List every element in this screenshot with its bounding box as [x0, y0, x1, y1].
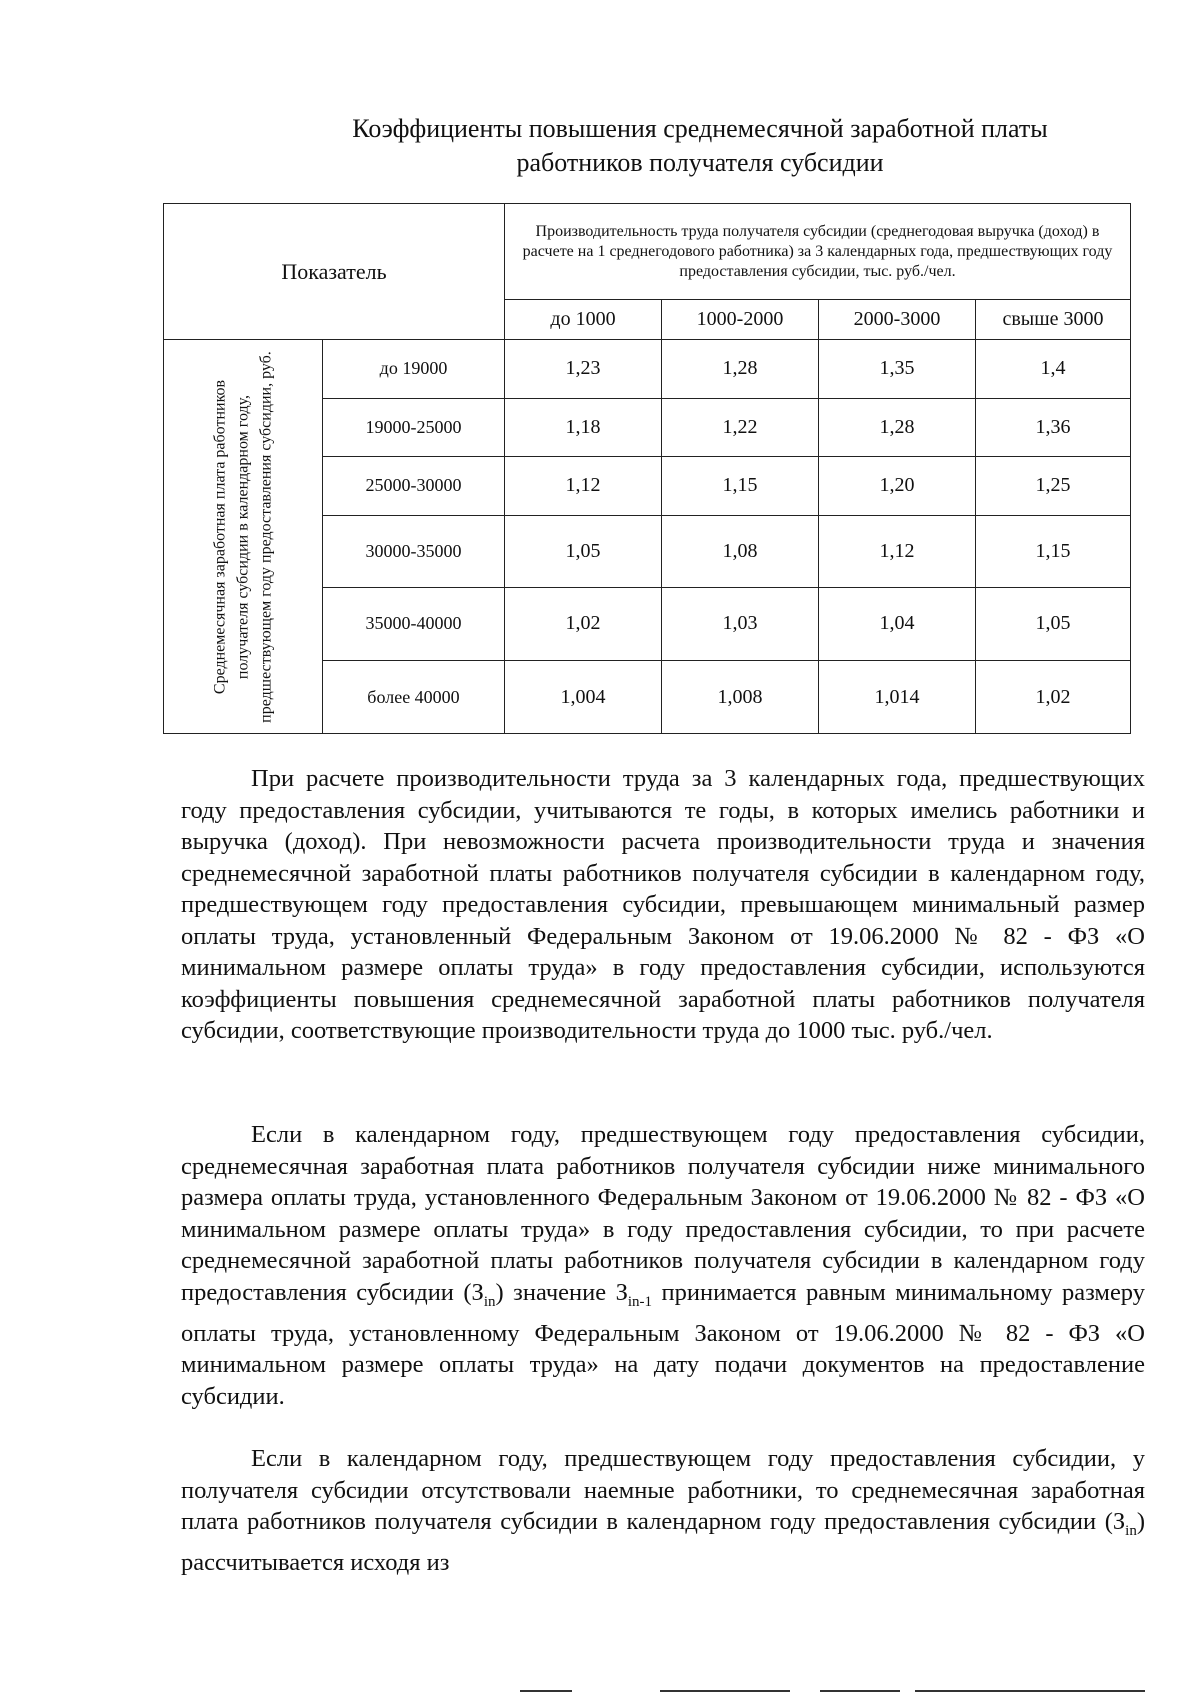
value-cell: 1,03 [662, 587, 819, 661]
coefficients-table [163, 203, 1131, 734]
value-cell: 1,35 [819, 340, 976, 399]
subscript: in [483, 1293, 496, 1310]
range-cell: до 19000 [323, 340, 505, 399]
column-header: 1000-2000 [662, 300, 819, 340]
range-cell: 30000-35000 [323, 515, 505, 587]
value-cell: 1,28 [662, 340, 819, 399]
value-cell: 1,36 [976, 398, 1131, 457]
subscript: in-1 [627, 1293, 653, 1310]
column-header: свыше 3000 [976, 300, 1131, 340]
value-cell: 1,23 [505, 340, 662, 399]
subscript: in [1125, 1522, 1137, 1539]
column-header: до 1000 [505, 300, 662, 340]
range-cell: 35000-40000 [323, 587, 505, 661]
row-group-label-cell [164, 340, 323, 734]
indicator-header: Показатель [164, 204, 505, 340]
column-header: 2000-3000 [819, 300, 976, 340]
paragraph-productivity-calculation: При расчете производительности труда за 3 календарных года, предшествующих году предоставления субсидии, учитываются те годы, в которых имелись работники и выручка (доход). При невозможности расчета производительности труда и значения среднемесячной заработной платы работников получателя субсидии в календарном году, предшествующем году предоставления субсидии, превышающем минимальный размер оплаты труда, установленный Федеральным Законом от 19.06.2000 № 82 - ФЗ «О минимальном размере оплаты труда» в году предоставления субсидии, используются коэффициенты повышения среднемесячной заработной платы работников получателя субсидии, соответствующие производительности труда до 1000 тыс. руб./чел. [181, 765, 1145, 1044]
title-line-2: работников получателя субсидии [516, 148, 884, 177]
productivity-header: Производительность труда получателя субсидии (среднегодовая выручка (доход) в расчете на 1 среднегодового работника) за 3 календарных года, предшествующих году предоставления субсидии, тыс. руб./чел. [505, 204, 1131, 300]
paragraph-text: принимается равным минимальному размеру оплаты труда, установленному Федеральным Законом от 19.06.2000 № 82 - ФЗ «О минимальном размере оплаты труда» на дату подачи документов на предоставление субсидии. [181, 1278, 1145, 1410]
paragraph-below-minimum-wage [181, 1119, 1145, 1412]
paragraph-text: ) рассчитывается исходя из [181, 1508, 1145, 1577]
value-cell: 1,18 [505, 398, 662, 457]
paragraph-no-employees [181, 1443, 1145, 1579]
document-title [300, 112, 1100, 180]
scan-footer-line [915, 1690, 1145, 1692]
title-line-1: Коэффициенты повышения среднемесячной заработной платы [352, 114, 1048, 143]
value-cell: 1,25 [976, 457, 1131, 516]
value-cell: 1,4 [976, 340, 1131, 399]
value-cell: 1,28 [819, 398, 976, 457]
scan-footer-line [660, 1690, 790, 1692]
value-cell: 1,05 [976, 587, 1131, 661]
value-cell: 1,004 [505, 661, 662, 734]
range-cell: более 40000 [323, 661, 505, 734]
row-group-label: Среднемесячная заработная плата работников получателя субсидии в календарном году, предшествующем году предоставления субсидии, руб. [211, 350, 275, 723]
value-cell: 1,12 [819, 515, 976, 587]
value-cell: 1,02 [976, 661, 1131, 734]
value-cell: 1,014 [819, 661, 976, 734]
paragraph-text: Если в календарном году, предшествующем году предоставления субсидии, у получателя субсидии отсутствовали наемные работники, то среднемесячная заработная плата работников получателя субсидии в календарном году предоставления субсидии (З [181, 1445, 1145, 1535]
scan-footer-line [820, 1690, 900, 1692]
value-cell: 1,05 [505, 515, 662, 587]
value-cell: 1,12 [505, 457, 662, 516]
value-cell: 1,22 [662, 398, 819, 457]
value-cell: 1,02 [505, 587, 662, 661]
table-row [164, 340, 1131, 399]
paragraph-text: Если в календарном году, предшествующем году предоставления субсидии, среднемесячная заработная плата работников получателя субсидии ниже минимального размера оплаты труда, установленного Федеральным Законом от 19.06.2000 № 82 - ФЗ «О минимальном размере оплаты труда» в году предоставления субсидии, то при расчете среднемесячной заработной платы работников получателя субсидии в календарном году предоставления субсидии (З [181, 1121, 1145, 1306]
value-cell: 1,04 [819, 587, 976, 661]
value-cell: 1,15 [662, 457, 819, 516]
value-cell: 1,15 [976, 515, 1131, 587]
range-cell: 19000-25000 [323, 398, 505, 457]
range-cell: 25000-30000 [323, 457, 505, 516]
scan-footer-line [520, 1690, 572, 1692]
paragraph-text: ) значение З [495, 1278, 628, 1306]
value-cell: 1,08 [662, 515, 819, 587]
value-cell: 1,008 [662, 661, 819, 734]
value-cell: 1,20 [819, 457, 976, 516]
